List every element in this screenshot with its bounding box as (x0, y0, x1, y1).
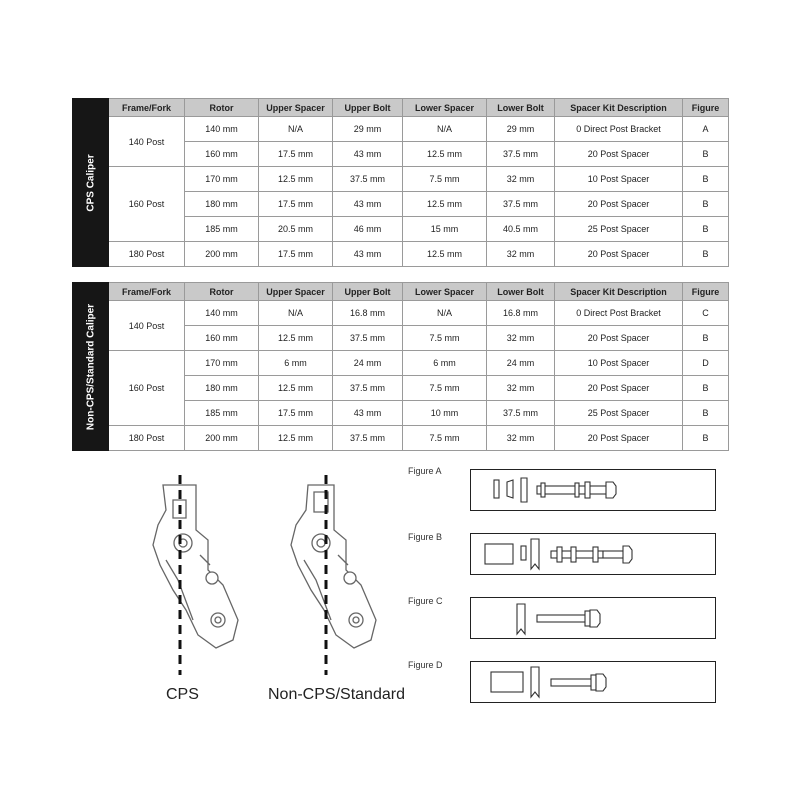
figure-cell: B (683, 326, 729, 351)
rotor-cell: 140 mm (185, 301, 259, 326)
upper-spacer-cell: 12.5 mm (259, 167, 333, 192)
header-lower-bolt: Lower Bolt (487, 99, 555, 117)
figure-c-diagram (470, 597, 716, 639)
caliper-type-text: CPS Caliper (85, 153, 96, 212)
upper-spacer-cell: 12.5 mm (259, 426, 333, 451)
spacer-kit-description-cell: 20 Post Spacer (555, 426, 683, 451)
header-figure: Figure (683, 99, 729, 117)
spacer-kit-description-cell: 10 Post Spacer (555, 167, 683, 192)
header-upper-bolt: Upper Bolt (333, 99, 403, 117)
lower-bolt-cell: 29 mm (487, 117, 555, 142)
spacer-kit-description-cell: 25 Post Spacer (555, 217, 683, 242)
lower-bolt-cell: 37.5 mm (487, 142, 555, 167)
upper-bolt-cell: 37.5 mm (333, 426, 403, 451)
lower-spacer-cell: 7.5 mm (403, 167, 487, 192)
table-header-row (73, 283, 729, 301)
upper-bolt-cell: 43 mm (333, 242, 403, 267)
lower-spacer-cell: 7.5 mm (403, 426, 487, 451)
header-lower-spacer: Lower Spacer (403, 99, 487, 117)
figure-cell: D (683, 351, 729, 376)
rotor-cell: 170 mm (185, 167, 259, 192)
standard-caliper-illustration (276, 470, 386, 680)
frame-fork-cell: 160 Post (109, 351, 185, 426)
upper-bolt-cell: 43 mm (333, 401, 403, 426)
figure-cell: B (683, 401, 729, 426)
rotor-cell: 160 mm (185, 142, 259, 167)
lower-spacer-cell: N/A (403, 117, 487, 142)
header-rotor: Rotor (185, 283, 259, 301)
table-row (73, 167, 729, 192)
spacer-kit-description-cell: 10 Post Spacer (555, 351, 683, 376)
frame-fork-cell: 160 Post (109, 167, 185, 242)
frame-fork-cell: 180 Post (109, 426, 185, 451)
table-row (73, 426, 729, 451)
rotor-cell: 180 mm (185, 376, 259, 401)
lower-bolt-cell: 37.5 mm (487, 401, 555, 426)
upper-spacer-cell: 12.5 mm (259, 326, 333, 351)
rotor-cell: 170 mm (185, 351, 259, 376)
figure-cell: B (683, 142, 729, 167)
upper-spacer-cell: 17.5 mm (259, 401, 333, 426)
header-lower-bolt: Lower Bolt (487, 283, 555, 301)
figure-cell: A (683, 117, 729, 142)
upper-spacer-cell: 17.5 mm (259, 142, 333, 167)
table-row (73, 351, 729, 376)
spacer-kit-description-cell: 20 Post Spacer (555, 242, 683, 267)
caliper-type-text: Non-CPS/Standard Caliper (85, 303, 96, 430)
spacer-kit-description-cell: 20 Post Spacer (555, 326, 683, 351)
figure-cell: C (683, 301, 729, 326)
upper-bolt-cell: 43 mm (333, 192, 403, 217)
header-spacer-kit-description: Spacer Kit Description (555, 99, 683, 117)
lower-bolt-cell: 32 mm (487, 376, 555, 401)
lower-bolt-cell: 32 mm (487, 242, 555, 267)
header-frame-fork: Frame/Fork (109, 99, 185, 117)
lower-bolt-cell: 32 mm (487, 167, 555, 192)
figure-d-hardware-icon (471, 662, 715, 702)
figure-c-label: Figure C (408, 596, 443, 606)
header-upper-spacer: Upper Spacer (259, 283, 333, 301)
header-lower-spacer: Lower Spacer (403, 283, 487, 301)
cps-label: CPS (166, 686, 199, 703)
upper-bolt-cell: 24 mm (333, 351, 403, 376)
upper-spacer-cell: 12.5 mm (259, 376, 333, 401)
spacer-kit-description-cell: 0 Direct Post Bracket (555, 117, 683, 142)
figure-cell: B (683, 376, 729, 401)
upper-spacer-cell: 17.5 mm (259, 192, 333, 217)
frame-fork-cell: 140 Post (109, 301, 185, 351)
lower-spacer-cell: N/A (403, 301, 487, 326)
lower-bolt-cell: 32 mm (487, 426, 555, 451)
rotor-cell: 185 mm (185, 217, 259, 242)
cps-caliper-table (72, 98, 729, 267)
header-figure: Figure (683, 283, 729, 301)
caliper-type-label (73, 99, 109, 267)
lower-spacer-cell: 15 mm (403, 217, 487, 242)
figure-cell: B (683, 192, 729, 217)
rotor-cell: 200 mm (185, 242, 259, 267)
upper-bolt-cell: 37.5 mm (333, 167, 403, 192)
lower-spacer-cell: 7.5 mm (403, 376, 487, 401)
standard-caliper-table (72, 282, 729, 451)
upper-bolt-cell: 43 mm (333, 142, 403, 167)
upper-spacer-cell: 17.5 mm (259, 242, 333, 267)
header-upper-spacer: Upper Spacer (259, 99, 333, 117)
upper-bolt-cell: 16.8 mm (333, 301, 403, 326)
rotor-cell: 180 mm (185, 192, 259, 217)
lower-spacer-cell: 12.5 mm (403, 242, 487, 267)
upper-bolt-cell: 29 mm (333, 117, 403, 142)
figure-c-hardware-icon (471, 598, 715, 638)
lower-bolt-cell: 16.8 mm (487, 301, 555, 326)
upper-bolt-cell: 37.5 mm (333, 326, 403, 351)
rotor-cell: 185 mm (185, 401, 259, 426)
figure-b-hardware-icon (471, 534, 715, 574)
cps-caliper-illustration (138, 470, 248, 680)
rotor-cell: 160 mm (185, 326, 259, 351)
header-frame-fork: Frame/Fork (109, 283, 185, 301)
lower-spacer-cell: 12.5 mm (403, 192, 487, 217)
standard-label: Non-CPS/Standard (268, 686, 405, 703)
lower-spacer-cell: 7.5 mm (403, 326, 487, 351)
figure-b-label: Figure B (408, 532, 443, 542)
spacer-kit-description-cell: 25 Post Spacer (555, 401, 683, 426)
rotor-cell: 200 mm (185, 426, 259, 451)
lower-bolt-cell: 32 mm (487, 326, 555, 351)
lower-spacer-cell: 10 mm (403, 401, 487, 426)
table-row (73, 242, 729, 267)
table-row (73, 301, 729, 326)
figure-a-hardware-icon (471, 470, 715, 510)
lower-spacer-cell: 12.5 mm (403, 142, 487, 167)
figure-a-label: Figure A (408, 466, 442, 476)
upper-spacer-cell: 20.5 mm (259, 217, 333, 242)
lower-spacer-cell: 6 mm (403, 351, 487, 376)
upper-bolt-cell: 46 mm (333, 217, 403, 242)
figure-cell: B (683, 242, 729, 267)
frame-fork-cell: 180 Post (109, 242, 185, 267)
header-rotor: Rotor (185, 99, 259, 117)
lower-bolt-cell: 24 mm (487, 351, 555, 376)
figure-cell: B (683, 426, 729, 451)
lower-bolt-cell: 37.5 mm (487, 192, 555, 217)
upper-bolt-cell: 37.5 mm (333, 376, 403, 401)
figure-a-diagram (470, 469, 716, 511)
table-header-row (73, 99, 729, 117)
spacer-kit-description-cell: 20 Post Spacer (555, 376, 683, 401)
table-row (73, 117, 729, 142)
upper-spacer-cell: N/A (259, 117, 333, 142)
figure-d-label: Figure D (408, 660, 443, 670)
upper-spacer-cell: N/A (259, 301, 333, 326)
figure-cell: B (683, 167, 729, 192)
upper-spacer-cell: 6 mm (259, 351, 333, 376)
rotor-cell: 140 mm (185, 117, 259, 142)
caliper-type-label (73, 283, 109, 451)
header-spacer-kit-description: Spacer Kit Description (555, 283, 683, 301)
header-upper-bolt: Upper Bolt (333, 283, 403, 301)
spacer-kit-description-cell: 0 Direct Post Bracket (555, 301, 683, 326)
spacer-kit-description-cell: 20 Post Spacer (555, 192, 683, 217)
figure-cell: B (683, 217, 729, 242)
figure-d-diagram (470, 661, 716, 703)
frame-fork-cell: 140 Post (109, 117, 185, 167)
spacer-kit-description-cell: 20 Post Spacer (555, 142, 683, 167)
lower-bolt-cell: 40.5 mm (487, 217, 555, 242)
figure-b-diagram (470, 533, 716, 575)
